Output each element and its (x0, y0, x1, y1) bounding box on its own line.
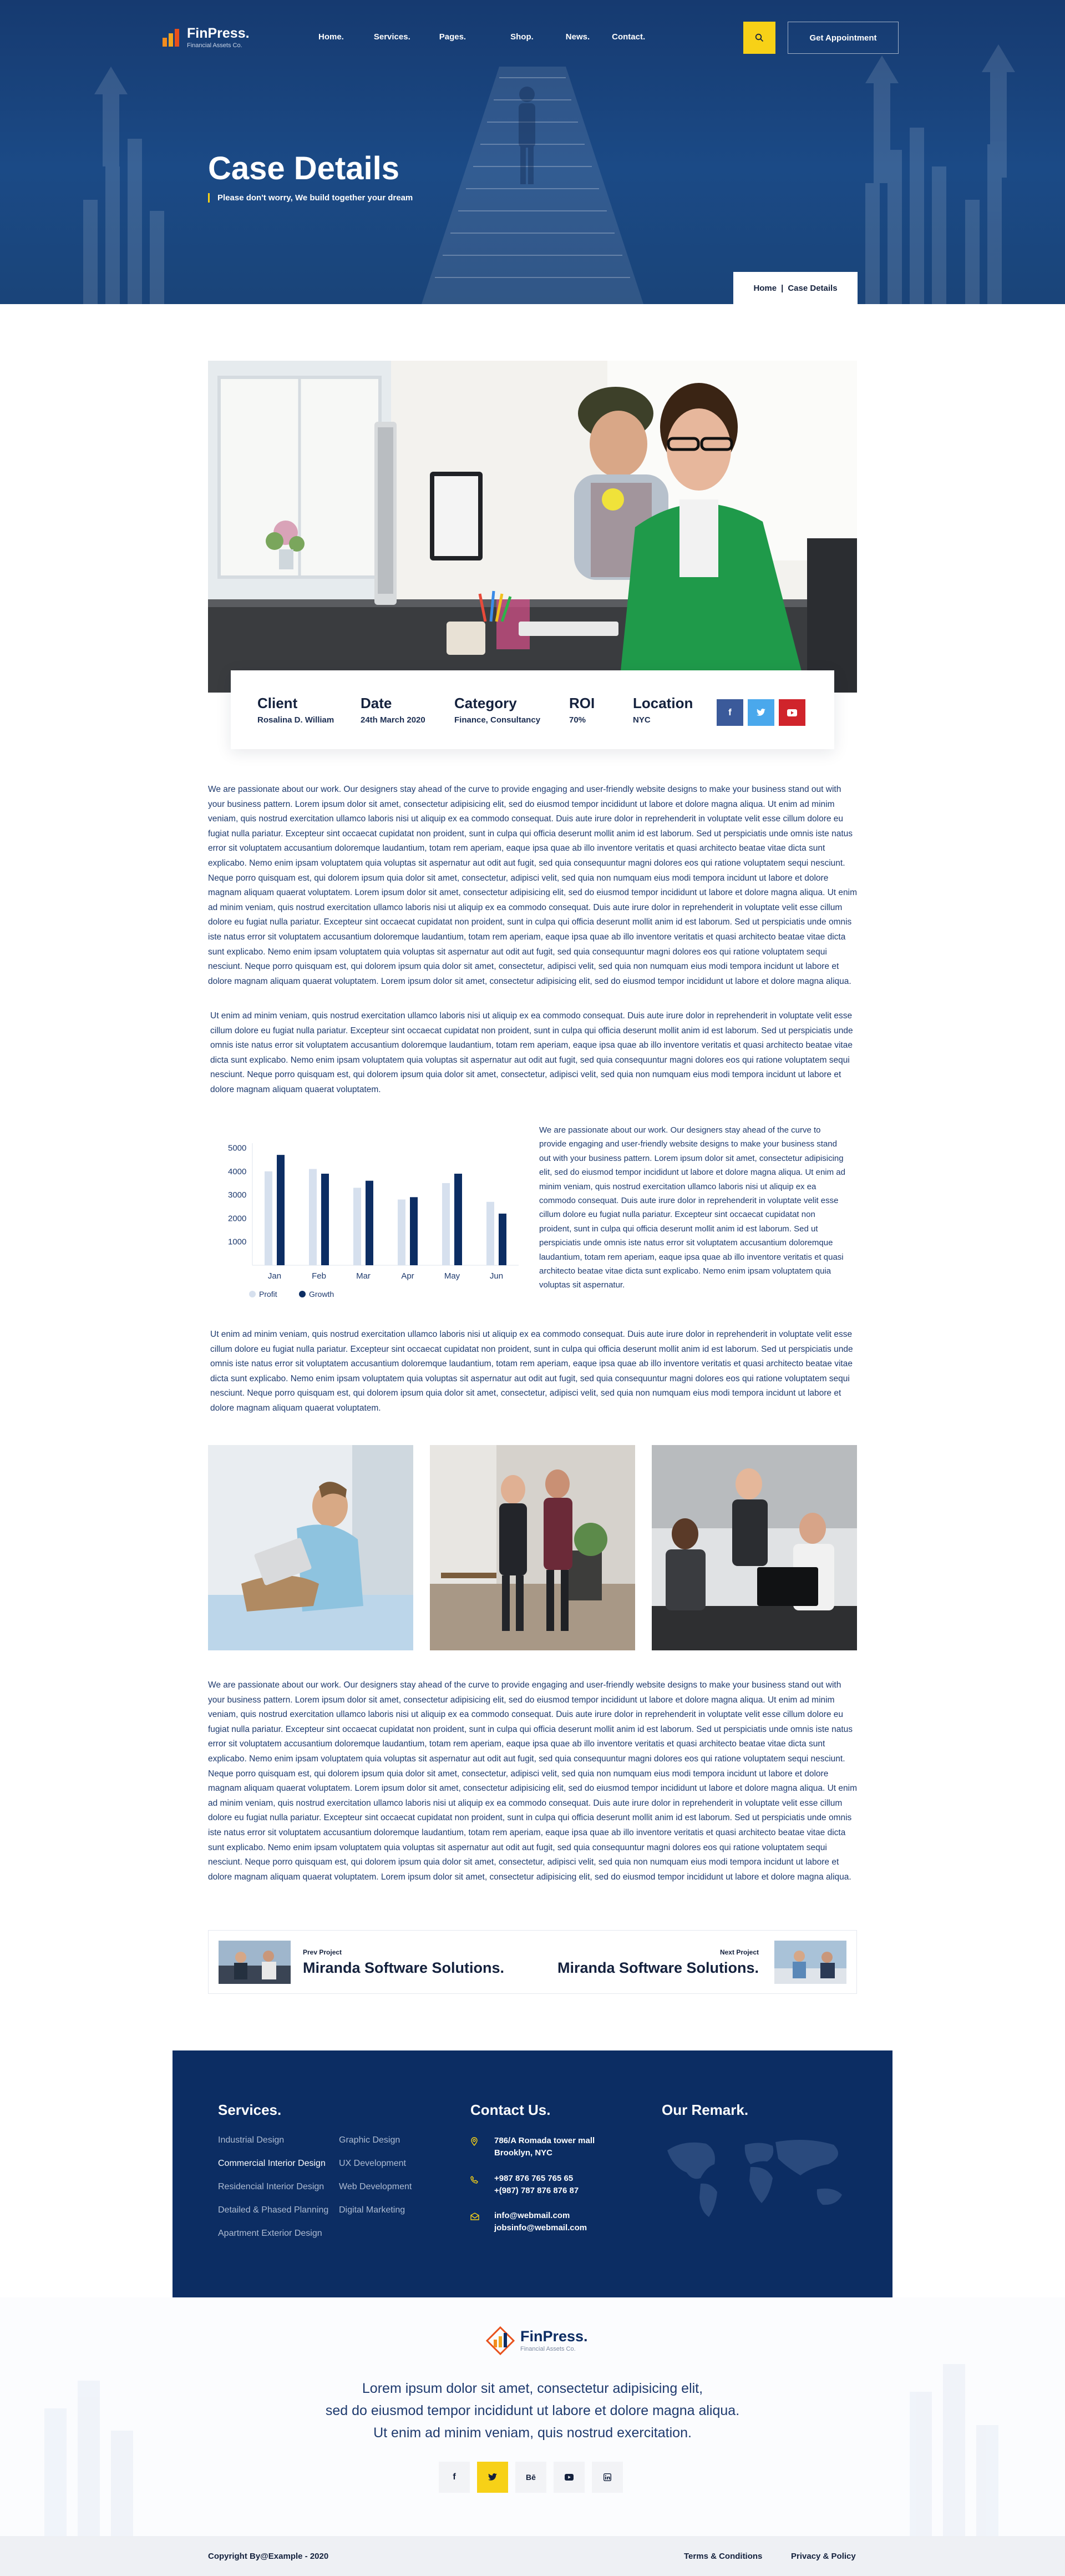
next-project-thumbnail[interactable] (774, 1941, 846, 1984)
logo-mark-icon (486, 2326, 515, 2355)
info-client-value: Rosalina D. William (257, 715, 334, 725)
page-title: Case Details (208, 150, 399, 186)
youtube-icon (787, 709, 797, 716)
twitter-icon (757, 709, 765, 716)
nav-item-news[interactable]: News. (565, 32, 590, 42)
info-category-value: Finance, Consultancy (454, 715, 541, 725)
copyright-bar (0, 2536, 1065, 2576)
case-description-paragraph-1: We are passionate about our work. Our designers stay ahead of the curve to provide engaging and user-friendly website designs to make your business stand out with your business pattern. Lorem ipsum dolor sit amet, consectetur adipisicing elit, sed do eiusmod tempor incididunt ut labore et dolore magna aliqua. Ut enim ad minim veniam, quis nostrud exercitation ullamco laboris nisi ut aliquip ex ea commodo consequat. Duis aute irure dolor in reprehenderit in voluptate velit esse cillum dolore eu fugiat nulla pariatur. Excepteur sint occaecat cupidatat non proident, sunt in culpa qui officia deserunt mollit anim id est laborum. Sed ut perspiciatis unde omnis iste natus error sit voluptatem accusantium doloremque laudantium, totam rem aperiam, eaque ipsa quae ab illo inventore veritatis et quasi architecto beatae vitae dicta sunt explicabo. Nemo enim ipsam voluptatem quia voluptas sit aspernatur aut odit aut fugit, sed quia consequuntur magni dolores eos qui ratione voluptatem sequi nesciunt. Neque porro quisquam est, qui dolorem ipsum quia dolor sit amet, consectetur, adipisci velit, sed quia non numquam eius modi tempora incidunt ut labore et dolore magnam aliquam quaerat voluptatem. Lorem ipsum dolor sit amet, consectetur adipisicing elit, sed do eiusmod tempor incididunt ut labore et dolore magna aliqua. Ut enim ad minim veniam, quis nostrud exercitation ullamco laboris nisi ut aliquip ex ea commodo consequat. Duis aute irure dolor in reprehenderit in voluptate velit esse cillum dolore eu fugiat nulla pariatur. Excepteur sint occaecat cupidatat non proident, sunt in culpa qui officia deserunt mollit anim id est laborum. Sed ut perspiciatis unde omnis iste natus error sit voluptatem accusantium doloremque laudantium, totam rem aperiam, eaque ipsa quae ab illo inventore veritatis et quasi architecto beatae vitae dicta sunt explicabo. Nemo enim ipsam voluptatem quia voluptas sit aspernatur aut odit aut fugit, sed quia consequuntur magni dolores eos qui ratione voluptatem sequi nesciunt. Neque porro quisquam est, qui dolorem ipsum quia dolor sit amet, consectetur, adipisci velit, sed quia non numquam eius modi tempora incidunt ut labore et dolore magnam aliquam quaerat voluptatem. Lorem ipsum dolor sit amet, consectetur adipisicing elit, sed do eiusmod tempor incididunt ut labore et dolore magna aliqua. (208, 785, 858, 986)
info-category (454, 695, 540, 725)
info-roi-label: ROI (569, 695, 595, 711)
footer-linkedin-button[interactable] (592, 2462, 623, 2493)
chart-legend-label: Growth (309, 1290, 334, 1299)
info-client-label: Client (257, 695, 298, 711)
footer-remark-title: Our Remark. (662, 2102, 749, 2118)
team-at-laptop-photo (652, 1445, 857, 1650)
chart-bar-profit (353, 1188, 361, 1265)
chart-bar-growth (410, 1197, 418, 1265)
chart-bar-profit (442, 1183, 450, 1265)
footer-about-text (0, 2377, 1065, 2444)
project-navigation (208, 1930, 857, 1994)
footer-service-link[interactable]: Industrial Design (218, 2135, 285, 2145)
chart-x-tick-label: May (444, 1271, 460, 1281)
footer-emails (494, 2210, 587, 2234)
nav-item-contact[interactable]: Contact. (612, 32, 646, 42)
chart-y-tick-label: 1000 (228, 1237, 247, 1247)
location-pin-icon (470, 2137, 478, 2146)
footer-service-link[interactable]: Detailed & Phased Planning (218, 2205, 329, 2215)
phone-line-2[interactable]: +(987) 787 876 876 87 (494, 2186, 579, 2195)
gallery-image-1[interactable] (208, 1445, 413, 1650)
chart-bar-profit (486, 1202, 494, 1265)
chart-legend-label: Profit (259, 1290, 277, 1299)
chart-bar-growth (321, 1174, 329, 1265)
footer-brand-name: FinPress. (520, 2328, 588, 2345)
chart-x-tick-label: Jan (267, 1271, 282, 1281)
brand-logo[interactable] (161, 26, 250, 50)
address-line-2: Brooklyn, NYC (494, 2148, 553, 2158)
chart-bar-growth (366, 1181, 373, 1265)
chart-legend-swatch (299, 1291, 306, 1297)
nav-item-home[interactable]: Home. (318, 32, 344, 42)
footer-phones (494, 2173, 579, 2197)
case-description-paragraph-2: Ut enim ad minim veniam, quis nostrud exercitation ullamco laboris nisi ut aliquip ex ea commodo consequat. Duis aute irure dolor in reprehenderit in voluptate velit esse cillum dolore eu fugiat nulla pariatur. Excepteur sint occaecat cupidatat non proident, sunt in culpa qui officia deserunt mollit anim id est laborum. Sed ut perspiciatis unde omnis iste natus error sit voluptatem accusantium doloremque laudantium, totam rem aperiam, eaque ipsa quae ab illo inventore veritatis et quasi architecto beatae vitae dicta sunt explicabo. Nemo enim ipsam voluptatem quia voluptas sit aspernatur aut odit aut fugit, sed quia consequuntur magni dolores eos qui ratione voluptatem sequi nesciunt. Neque porro quisquam est, qui dolorem ipsum quia dolor sit amet, consectetur, adipisci velit, sed quia non numquam eius modi tempora incidunt ut labore et dolore magnam aliquam quaerat voluptatem. (210, 1011, 853, 1094)
info-location-label: Location (633, 695, 693, 711)
chart-x-tick-label: Feb (312, 1271, 326, 1281)
footer-service-link[interactable]: Residencial Interior Design (218, 2182, 324, 2191)
breadcrumb (733, 272, 858, 304)
footer-behance-button[interactable] (515, 2462, 546, 2493)
hero-banner (0, 0, 1065, 304)
footer-youtube-button[interactable] (554, 2462, 585, 2493)
linkedin-icon (604, 2473, 611, 2481)
chart-bar-growth (454, 1174, 462, 1265)
footer-service-link[interactable]: Commercial Interior Design (218, 2159, 326, 2168)
footer-twitter-button[interactable] (477, 2462, 508, 2493)
info-date-value: 24th March 2020 (361, 715, 425, 725)
nav-item-shop[interactable]: Shop. (510, 32, 534, 42)
man-with-laptop-photo (208, 1445, 413, 1650)
search-button[interactable] (743, 22, 775, 54)
email-line-2[interactable]: jobsinfo@webmail.com (494, 2223, 587, 2232)
prev-project-thumbnail[interactable] (219, 1941, 291, 1984)
chart-x-tick-label: Mar (356, 1271, 371, 1281)
gallery-image-2[interactable] (430, 1445, 635, 1650)
chart-bar-profit (265, 1171, 272, 1265)
footer-about-line: Ut enim ad minim veniam, quis nostrud exercitation. (373, 2425, 692, 2441)
footer-service-link[interactable]: Digital Marketing (339, 2205, 405, 2215)
chart-y-tick-label: 3000 (228, 1190, 247, 1200)
share-facebook-button[interactable] (717, 699, 743, 726)
breadcrumb-separator: | (781, 283, 784, 293)
email-icon (470, 2213, 479, 2220)
info-roi (569, 695, 595, 725)
footer-card (173, 2050, 892, 2297)
breadcrumb-current: Case Details (788, 283, 838, 293)
chart-bar-growth (499, 1214, 506, 1265)
chart-bar-growth (277, 1155, 285, 1265)
chart-side-paragraph: We are passionate about our work. Our designers stay ahead of the curve to provide engaging and user-friendly website designs to make your business stand out with your business pattern. Lorem ipsum dolor sit amet, consectetur adipisicing elit, sed do eiusmod tempor incididunt ut labore et dolore magna aliqua. Ut enim ad minim veniam, quis nostrud exercitation ullamco laboris nisi ut aliquip ex ea commodo consequat. Duis aute irure dolor in reprehenderit in voluptate velit esse cillum dolore eu fugiat nulla pariatur. Excepteur sint occaecat cupidatat non proident, sunt in culpa qui officia deserunt mollit anim id est laborum. Sed ut perspiciatis unde omnis iste natus error sit voluptatem accusantium doloremque laudantium, totam rem aperiam, eaque ipsa quae ab illo inventore veritatis et quasi architecto beatae vitae dicta sunt explicabo. Nemo enim ipsam voluptatem quia voluptas sit aspernatur. (539, 1125, 845, 1290)
email-line-1[interactable]: info@webmail.com (494, 2211, 570, 2220)
main-navigation (0, 20, 1065, 54)
twitter-icon (488, 2473, 497, 2481)
chart-x-tick-label: Apr (401, 1271, 414, 1281)
info-date (361, 695, 425, 725)
share-twitter-button[interactable] (748, 699, 774, 726)
footer-services-title: Services. (218, 2102, 282, 2118)
youtube-icon (565, 2474, 574, 2481)
copyright-text: Copyright By@Example - 2020 (208, 2552, 329, 2561)
share-youtube-button[interactable] (779, 699, 805, 726)
gallery-image-3[interactable] (652, 1445, 857, 1650)
project-info-card (231, 670, 834, 749)
info-category-label: Category (454, 695, 517, 711)
get-appointment-button[interactable]: Get Appointment (788, 22, 899, 54)
terms-link[interactable]: Terms & Conditions (684, 2552, 763, 2561)
case-description-paragraph-3: Ut enim ad minim veniam, quis nostrud exercitation ullamco laboris nisi ut aliquip ex ea commodo consequat. Duis aute irure dolor in reprehenderit in voluptate velit esse cillum dolore eu fugiat nulla pariatur. Excepteur sint occaecat cupidatat non proident, sunt in culpa qui officia deserunt mollit anim id est laborum. Sed ut perspiciatis unde omnis iste natus error sit voluptatem accusantium doloremque laudantium, totam rem aperiam, eaque ipsa quae ab illo inventore veritatis et quasi architecto beatae vitae dicta sunt explicabo. Nemo enim ipsam voluptatem quia voluptas sit aspernatur aut odit aut fugit, sed quia consequuntur magni dolores eos qui ratione voluptatem sequi nesciunt. Neque porro quisquam est, qui dolorem ipsum quia dolor sit amet, consectetur, adipisci velit, sed quia non numquam eius modi tempora incidunt ut labore et dolore magnam aliquam quaerat voluptatem. (210, 1330, 853, 1413)
footer-service-link[interactable]: Apartment Exterior Design (218, 2229, 322, 2238)
info-location (633, 695, 693, 725)
prev-project-title: Miranda Software Solutions. (303, 1959, 505, 1976)
prev-project-label: Prev Project (303, 1948, 342, 1956)
next-project-link[interactable] (557, 1948, 759, 1977)
info-date-label: Date (361, 695, 392, 711)
brand-name: FinPress. (187, 26, 250, 41)
footer-about-line: Lorem ipsum dolor sit amet, consectetur adipisicing elit, (362, 2381, 703, 2396)
nav-item-pages[interactable]: Pages. (439, 32, 466, 42)
footer-facebook-button[interactable] (439, 2462, 470, 2493)
nav-item-services[interactable]: Services. (373, 32, 410, 42)
chart-legend-swatch (249, 1291, 256, 1297)
breadcrumb-home-link[interactable]: Home (753, 283, 777, 293)
case-description-paragraph-4: We are passionate about our work. Our designers stay ahead of the curve to provide engaging and user-friendly website designs to make your business stand out with your business pattern. Lorem ipsum dolor sit amet, consectetur adipisicing elit, sed do eiusmod tempor incididunt ut labore et dolore magna aliqua. Ut enim ad minim veniam, quis nostrud exercitation ullamco laboris nisi ut aliquip ex ea commodo consequat. Duis aute irure dolor in reprehenderit in voluptate velit esse cillum dolore eu fugiat nulla pariatur. Excepteur sint occaecat cupidatat non proident, sunt in culpa qui officia deserunt mollit anim id est laborum. Sed ut perspiciatis unde omnis iste natus error sit voluptatem accusantium doloremque laudantium, totam rem aperiam, eaque ipsa quae ab illo inventore veritatis et quasi architecto beatae vitae dicta sunt explicabo. Nemo enim ipsam voluptatem quia voluptas sit aspernatur aut odit aut fugit, sed quia consequuntur magni dolores eos qui ratione voluptatem sequi nesciunt. Neque porro quisquam est, qui dolorem ipsum quia dolor sit amet, consectetur, adipisci velit, sed quia non numquam eius modi tempora incidunt ut labore et dolore magnam aliquam quaerat voluptatem. Lorem ipsum dolor sit amet, consectetur adipisicing elit, sed do eiusmod tempor incididunt ut labore et dolore magna aliqua. Ut enim ad minim veniam, quis nostrud exercitation ullamco laboris nisi ut aliquip ex ea commodo consequat. Duis aute irure dolor in reprehenderit in voluptate velit esse cillum dolore eu fugiat nulla pariatur. Excepteur sint occaecat cupidatat non proident, sunt in culpa qui officia deserunt mollit anim id est laborum. Sed ut perspiciatis unde omnis iste natus error sit voluptatem accusantium doloremque laudantium, totam rem aperiam, eaque ipsa quae ab illo inventore veritatis et quasi architecto beatae vitae dicta sunt explicabo. Nemo enim ipsam voluptatem quia voluptas sit aspernatur aut odit aut fugit, sed quia consequuntur magni dolores eos qui ratione voluptatem sequi nesciunt. Neque porro quisquam est, qui dolorem ipsum quia dolor sit amet, consectetur, adipisci velit, sed quia non numquam eius modi tempora incidunt ut labore et dolore magnam aliquam quaerat voluptatem. Lorem ipsum dolor sit amet, consectetur adipisicing elit, sed do eiusmod tempor incididunt ut labore et dolore magna aliqua. (208, 1680, 858, 1882)
info-client (257, 695, 334, 725)
chart-y-tick-label: 5000 (228, 1143, 247, 1153)
facebook-icon: f (453, 2472, 456, 2482)
chart-bar-profit (309, 1169, 317, 1265)
logo-mark-icon (161, 27, 181, 49)
footer-brand-tagline: Financial Assets Co. (520, 2346, 576, 2352)
office-team-illustration (208, 361, 857, 693)
case-feature-photo (208, 361, 857, 693)
chart-bar-profit (398, 1200, 405, 1265)
footer-brand-logo[interactable] (486, 2326, 588, 2355)
footer-service-link[interactable]: UX Development (339, 2159, 406, 2168)
next-project-label: Next Project (719, 1948, 759, 1956)
chart-y-tick-label: 4000 (228, 1166, 247, 1176)
world-map-graphic (662, 2134, 850, 2223)
footer-contact-title: Contact Us. (470, 2102, 551, 2118)
info-roi-value: 70% (569, 715, 586, 725)
next-project-title: Miranda Software Solutions. (557, 1959, 759, 1976)
search-icon (755, 33, 764, 42)
bar-chart-svg (208, 1121, 524, 1310)
nav-menu (318, 32, 674, 42)
next-project-photo (774, 1941, 846, 1984)
info-location-value: NYC (633, 715, 651, 725)
phone-icon (470, 2176, 478, 2184)
footer-address (494, 2135, 595, 2159)
chart-x-tick-label: Jun (489, 1271, 504, 1281)
brand-tagline: Financial Assets Co. (187, 42, 242, 49)
footer-about-line: sed do eiusmod tempor incididunt ut labore et dolore magna aliqua. (325, 2403, 740, 2418)
profit-growth-chart (208, 1121, 524, 1310)
privacy-link[interactable]: Privacy & Policy (791, 2552, 856, 2561)
prev-project-photo (219, 1941, 291, 1984)
prev-project-link[interactable] (303, 1948, 504, 1977)
behance-icon: Bē (526, 2473, 536, 2482)
footer-service-link[interactable]: Graphic Design (339, 2135, 400, 2145)
office-meeting-photo (430, 1445, 635, 1650)
facebook-icon: f (728, 707, 732, 718)
page-subtitle: Please don't worry, We build together your dream (208, 193, 413, 203)
footer-service-link[interactable]: Web Development (339, 2182, 412, 2191)
address-line-1: 786/A Romada tower mall (494, 2136, 595, 2145)
chart-y-tick-label: 2000 (228, 1214, 247, 1224)
phone-line-1[interactable]: +987 876 765 765 65 (494, 2174, 574, 2183)
